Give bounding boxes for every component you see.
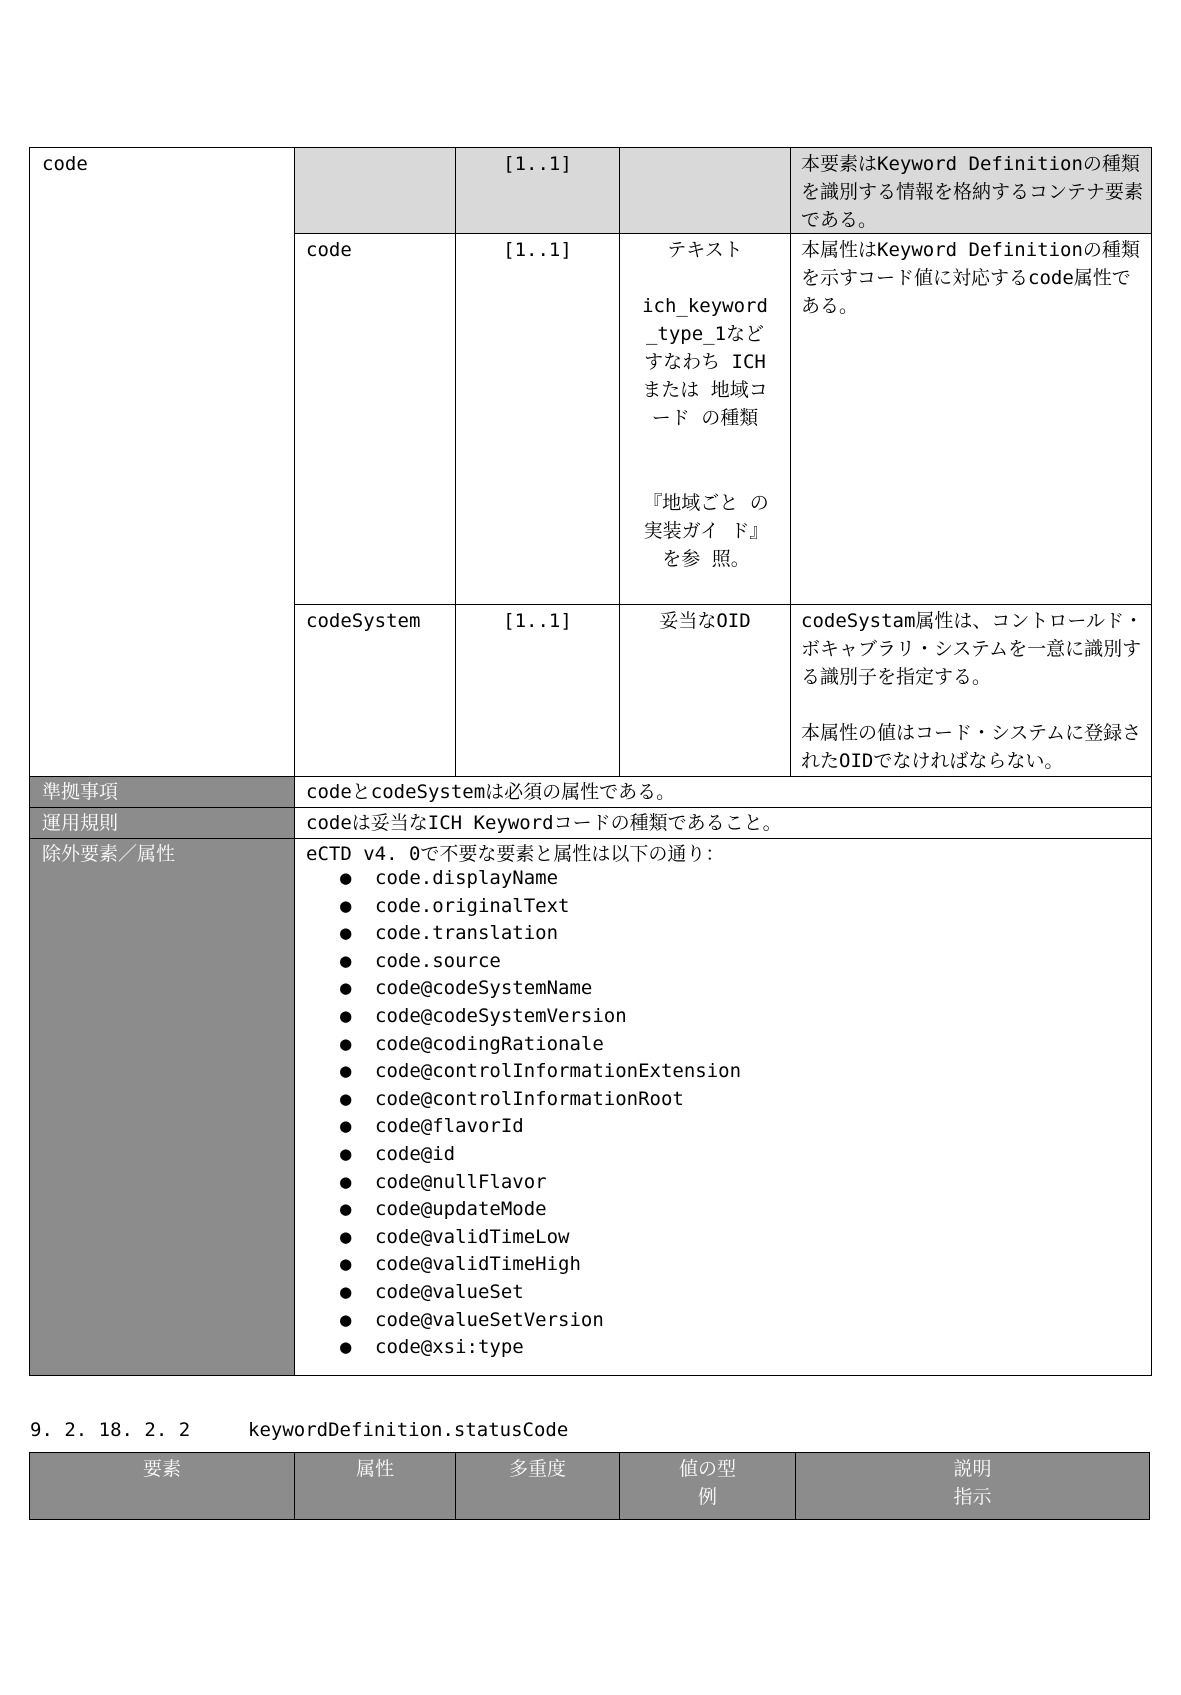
bullet-icon: ● <box>340 1280 352 1303</box>
operation-rule-text: codeは妥当なICH Keywordコードの種類であること。 <box>306 812 782 834</box>
code-attribute-multiplicity: [1..1] <box>503 239 572 261</box>
list-item: ● code@codingRationale <box>310 1031 1110 1059</box>
list-item: ● code@updateMode <box>310 1196 1110 1224</box>
bullet-icon: ● <box>340 1087 352 1110</box>
bullet-icon: ● <box>340 949 352 972</box>
table2-right-border <box>1149 1452 1150 1520</box>
excluded-items-list <box>310 865 1110 1362</box>
table1-bottom-border <box>29 1375 1152 1376</box>
list-item: ● code@valueSetVersion <box>310 1307 1110 1335</box>
bullet-icon: ● <box>340 894 352 917</box>
bullet-icon: ● <box>340 922 352 945</box>
list-item: ● code@validTimeHigh <box>310 1251 1110 1279</box>
bullet-icon: ● <box>340 1336 352 1359</box>
header-element: 要素 <box>142 1458 181 1480</box>
table1-left-border <box>29 147 30 1376</box>
code-attribute-guide-reference: 『地域ごと の実装ガイ ド』を参 照。 <box>643 492 769 570</box>
table1-row-divider-4 <box>29 807 1152 808</box>
bullet-icon: ● <box>340 1225 352 1248</box>
bullet-icon: ● <box>340 1060 352 1083</box>
header-value-type: 値の型 <box>678 1458 736 1480</box>
bullet-icon: ● <box>340 1032 352 1055</box>
header-instruction: 指示 <box>953 1486 992 1508</box>
header-example: 例 <box>697 1486 717 1508</box>
header-description: 説明 <box>953 1458 992 1480</box>
list-item: ● code@codeSystemName <box>310 975 1110 1003</box>
codesystem-description-2: 本属性の値はコード・システムに登録されたOIDでなければならない。 <box>801 722 1142 772</box>
table1-col-divider-1 <box>294 147 295 1376</box>
code-element-description: 本要素はKeyword Definitionの種類を識別する情報を格納するコンテナ要素である。 <box>801 153 1144 231</box>
list-item: ● code@xsi:type <box>310 1334 1110 1362</box>
list-item: ● code@controlInformationExtension <box>310 1058 1110 1086</box>
table1-row-divider-2 <box>294 604 1152 605</box>
bullet-icon: ● <box>340 1142 352 1165</box>
bullet-icon: ● <box>340 1253 352 1276</box>
code-element-multiplicity: [1..1] <box>503 153 572 175</box>
header-attribute: 属性 <box>355 1458 394 1480</box>
bullet-icon: ● <box>340 1198 352 1221</box>
list-item: ● code.originalText <box>310 893 1110 921</box>
bullet-icon: ● <box>340 977 352 1000</box>
bullet-icon: ● <box>340 1004 352 1027</box>
table1-row-divider-3 <box>29 776 1152 777</box>
element-name-code: code <box>42 153 88 175</box>
list-item: ● code@validTimeLow <box>310 1224 1110 1252</box>
list-item: ● code.source <box>310 948 1110 976</box>
section-heading <box>30 1415 568 1445</box>
table1-row-divider-5 <box>29 838 1152 839</box>
table2-top-border <box>29 1452 1150 1453</box>
list-item: ● code@flavorId <box>310 1113 1110 1141</box>
compliance-text: codeとcodeSystemは必須の属性である。 <box>306 781 676 803</box>
code-attribute-description: 本属性はKeyword Definitionの種類を示すコード値に対応するcode属性である。 <box>801 239 1140 317</box>
list-item: ● code@id <box>310 1141 1110 1169</box>
bullet-icon: ● <box>340 1308 352 1331</box>
bullet-icon: ● <box>340 1170 352 1193</box>
list-item: ● code@codeSystemVersion <box>310 1003 1110 1031</box>
codesystem-description-1: codeSystam属性は、コントロールド・ボキャブラリ・システムを一意に識別する識別子を指定する。 <box>801 610 1144 688</box>
compliance-label: 準拠事項 <box>42 781 119 803</box>
bullet-icon: ● <box>340 1115 352 1138</box>
list-item: ● code.displayName <box>310 865 1110 893</box>
header-multiplicity: 多重度 <box>508 1458 566 1480</box>
section-number: 9. 2. 18. 2. 2 <box>30 1419 191 1441</box>
excluded-label: 除外要素／属性 <box>42 843 176 865</box>
table1-right-border <box>1151 147 1152 1376</box>
list-item: ● code@nullFlavor <box>310 1169 1110 1197</box>
excluded-intro: eCTD v4. 0で不要な要素と属性は以下の通り： <box>306 843 725 865</box>
code-attribute-example: ich_keyword_type_1など すなわち ICHまたは 地域コード の種類 <box>642 295 776 429</box>
code-attribute-value-type: テキスト <box>667 239 743 261</box>
list-item: ● code.translation <box>310 920 1110 948</box>
codesystem-multiplicity: [1..1] <box>503 610 572 632</box>
bullet-icon: ● <box>340 867 352 889</box>
table1-top-border <box>29 147 1152 148</box>
list-item: ● code@valueSet <box>310 1279 1110 1307</box>
codesystem-value-type: 妥当なOID <box>659 610 751 632</box>
attribute-name-codesystem: codeSystem <box>306 610 421 632</box>
table1-col-divider-4 <box>790 147 791 776</box>
table2-bottom-border <box>29 1519 1150 1520</box>
list-item: ● code@controlInformationRoot <box>310 1086 1110 1114</box>
section-title: keywordDefinition.statusCode <box>248 1419 569 1441</box>
operation-rule-label: 運用規則 <box>42 812 119 834</box>
attribute-name-code: code <box>306 239 352 261</box>
table1-col-divider-3 <box>619 147 620 776</box>
